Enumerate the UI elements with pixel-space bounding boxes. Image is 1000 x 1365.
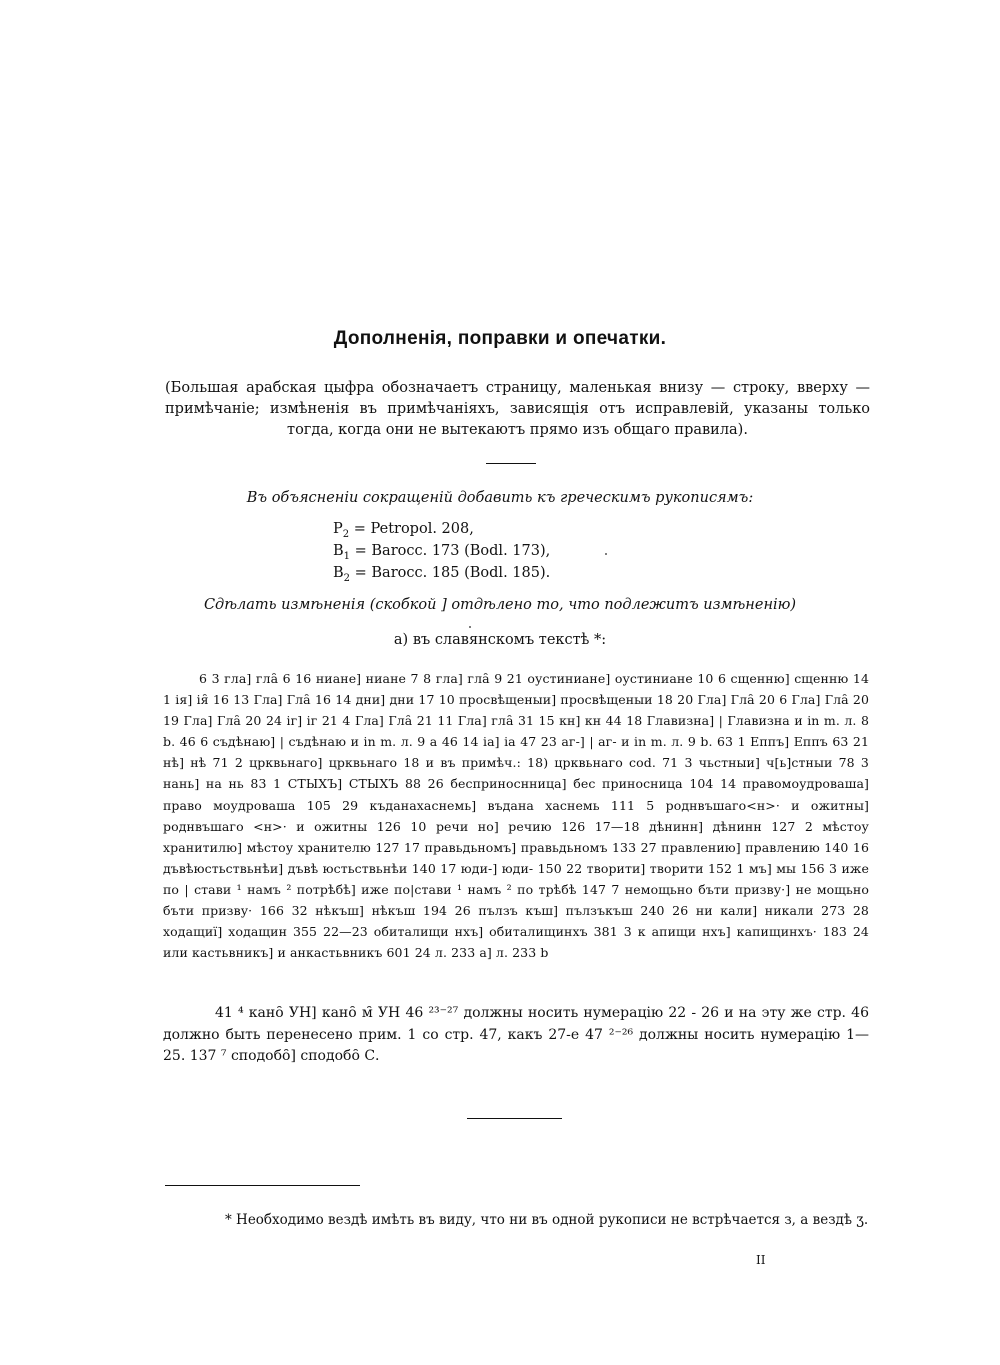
- siglum-row: $B_1$ = Barocc. 173 (Bodl. 173),: [333, 543, 551, 562]
- intro-paragraph: (Большая арабская цыфра обозначаетъ страницу, маленькая внизу — строку, вверху — примѣчаніе; измѣненія въ примѣчаніяхъ, зависящія отъ исправлевій, указаны только тогда, когда они не вытекаютъ прямо изъ общаго правила).: [165, 380, 870, 438]
- page-title: Дополненія, поправки и опечатки.: [333, 328, 667, 349]
- end-divider: [467, 1118, 562, 1119]
- siglum-row: $B_2$ = Barocc. 185 (Bodl. 185).: [333, 565, 551, 584]
- notes-paragraph: 41 ⁴ кано̑ УН] кано̑ м̑ УН 46 ²³⁻²⁷ должны носить нумерацію 22 - 26 и на эту же стр. 46 должно быть перенесено прим. 1 со стр. 47, какъ 27-е 47 ²⁻²⁶ должны носить нумерацію 1—25. 137 ⁷ сподобо̑] сподобо̑ С.: [163, 1005, 869, 1064]
- footnote: * Необходимо вездѣ имѣть въ виду, что ни въ одной рукописи не встрѣчается з, а вездѣ ʒ.: [225, 1212, 869, 1228]
- short-divider: [486, 463, 536, 464]
- footnote-divider: [165, 1185, 360, 1186]
- changes-heading: Сдѣлать измѣненія (скобкой ] отдѣлено то, что подлежитъ измѣненію): [203, 597, 797, 613]
- print-speck: [605, 553, 607, 555]
- siglum-row: $P_2$ = Petropol. 208,: [333, 521, 474, 540]
- sigla-heading: Въ объясненіи сокращеній добавить къ греческимъ рукописямъ:: [246, 490, 754, 506]
- section-a-heading: а) въ славянскомъ текстѣ *:: [393, 632, 607, 648]
- corrections-paragraph: 6 3 гла] гла̑ 6 16 ниане] ниане 7 8 гла] гла̑ 9 21 оустиниане] оустиниане 10 6 сщенню] сщенню 14 1 ія] ія̑ 16 13 Гла] Гла̑ 16 14 дни] дни 17 10 просвѣщеныи] просвѣщеныи 18 20 Гла] Гла̑ 20 6 Гла] Гла̑ 20 19 Гла] Гла̑ 20 24 іг] іг 21 4 Гла] Гла̑ 21 11 Гла] гла̑ 31 15 кн] кн 44 18 Главизна] | Главизна и in m. л. 8 b. 46 6 съдѣнаю] | съдѣнаю и in m. л. 9 а 46 14 іа] іа 47 23 аг-] | аг- и in m. л. 9 b. 63 1 Еппъ] Еппъ 63 21 нѣ] нѣ 71 2 црквьнаго] црквьнаго 18 и въ примѣч.: 18) црквьнаго cod. 71 3 чьстныи] ч[ь]стныи 78 3 нань] на нь 83 1 СТЫХЪ] СТЫХЪ 88 26 бесприноснница] бес приносница 104 14 правомоудроваша] право моудроваша 105 29 къданахаснемь] въдана хаснемь 111 5 роднвъшаго<н>· и ожитны] роднвъшаго <н>· и ожитны 126 10 речи но] речию 126 17—18 дѣнинн] дѣнинн 127 2 мѣстоу хранитилю] мѣстоу хранителю 127 17 правьдьномъ] правьдьномъ 133 27 правлению] правлению 140 16 дъвѣюстьствьнѣи] дъвѣ юстьствьнѣи 140 17 юди-] юди- 150 22 творити] творити 152 1 мъ] мы 156 3 иже по | стави ¹ намъ ² потрѣбѣ] иже по|стави ¹ намъ ² по трѣбѣ 147 7 немощьно бъти призву·] не мощьно бъти призву· 166 32 нѣкъш] нѣкъш 194 26 пълзъ къш] пълзъкъш 240 26 ни кали] никали 273 28 ходащиї] ходащин 355 22—23 обиталищи нхъ] обиталищинхъ 381 3 к апищи нхъ] капищинхъ· 183 24 или кастьвникъ] и анкастьвникъ 601 24 л. 233 а] л. 233 b: [163, 671, 869, 961]
- print-speck: [469, 626, 471, 628]
- page-marker: II: [756, 1253, 766, 1267]
- sigla-list: [333, 519, 550, 585]
